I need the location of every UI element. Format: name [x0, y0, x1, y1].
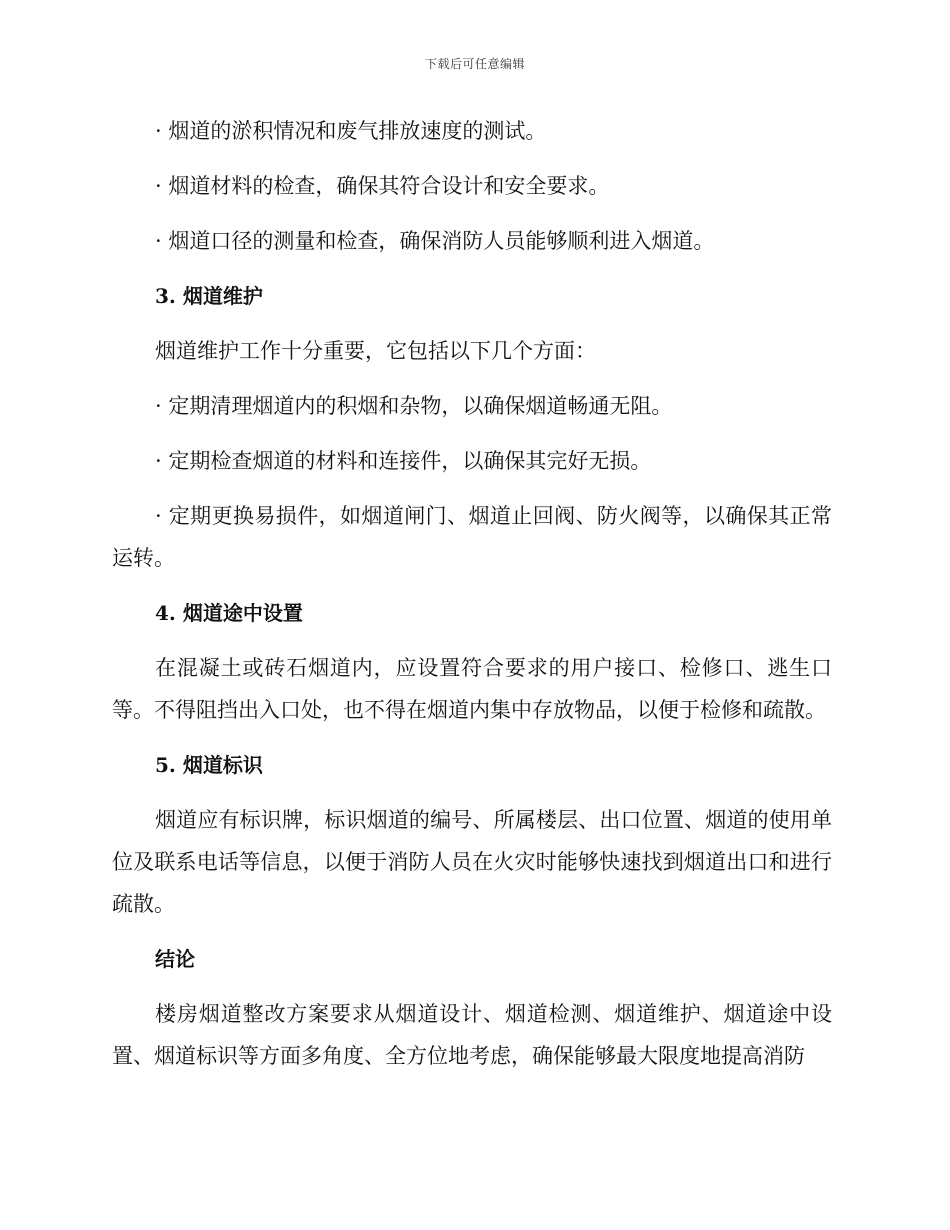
bullet-item: · 定期清理烟道内的积烟和杂物，以确保烟道畅通无阻。 — [155, 394, 673, 418]
bullet-item: · 烟道口径的测量和检查，确保消防人员能够顺利进入烟道。 — [155, 229, 715, 253]
paragraph: 烟道应有标识牌，标识烟道的编号、所属楼层、出口位置、烟道的使用单位及联系电话等信息，以便于消防人员在火灾时能够快速找到烟道出口和进行疏散。 — [112, 808, 832, 916]
paragraph: 在混凝土或砖石烟道内，应设置符合要求的用户接口、检修口、逃生口等。不得阻挡出入口处，也不得在烟道内集中存放物品，以便于检修和疏散。 — [112, 656, 832, 722]
paragraph: 楼房烟道整改方案要求从烟道设计、烟道检测、烟道维护、烟道途中设置、烟道标识等方面多角度、全方位地考虑，确保能够最大限度地提高消防 — [112, 1002, 832, 1068]
bullet-item: · 烟道材料的检查，确保其符合设计和安全要求。 — [155, 174, 610, 198]
section-heading: 结论 — [155, 947, 195, 971]
section-heading: 3. 烟道维护 — [155, 284, 263, 308]
section-heading: 4. 烟道途中设置 — [155, 601, 303, 625]
section-heading: 5. 烟道标识 — [155, 753, 263, 777]
bullet-item: · 烟道的淤积情况和废气排放速度的测试。 — [155, 119, 547, 143]
bullet-item: · 定期检查烟道的材料和连接件，以确保其完好无损。 — [155, 449, 652, 473]
paragraph: 烟道维护工作十分重要，它包括以下几个方面： — [155, 339, 596, 363]
document-body — [112, 110, 832, 1090]
bullet-item: · 定期更换易损件，如烟道闸门、烟道止回阀、防火阀等，以确保其正常运转。 — [112, 504, 832, 570]
page-header: 下载后可任意编辑 — [424, 57, 525, 71]
